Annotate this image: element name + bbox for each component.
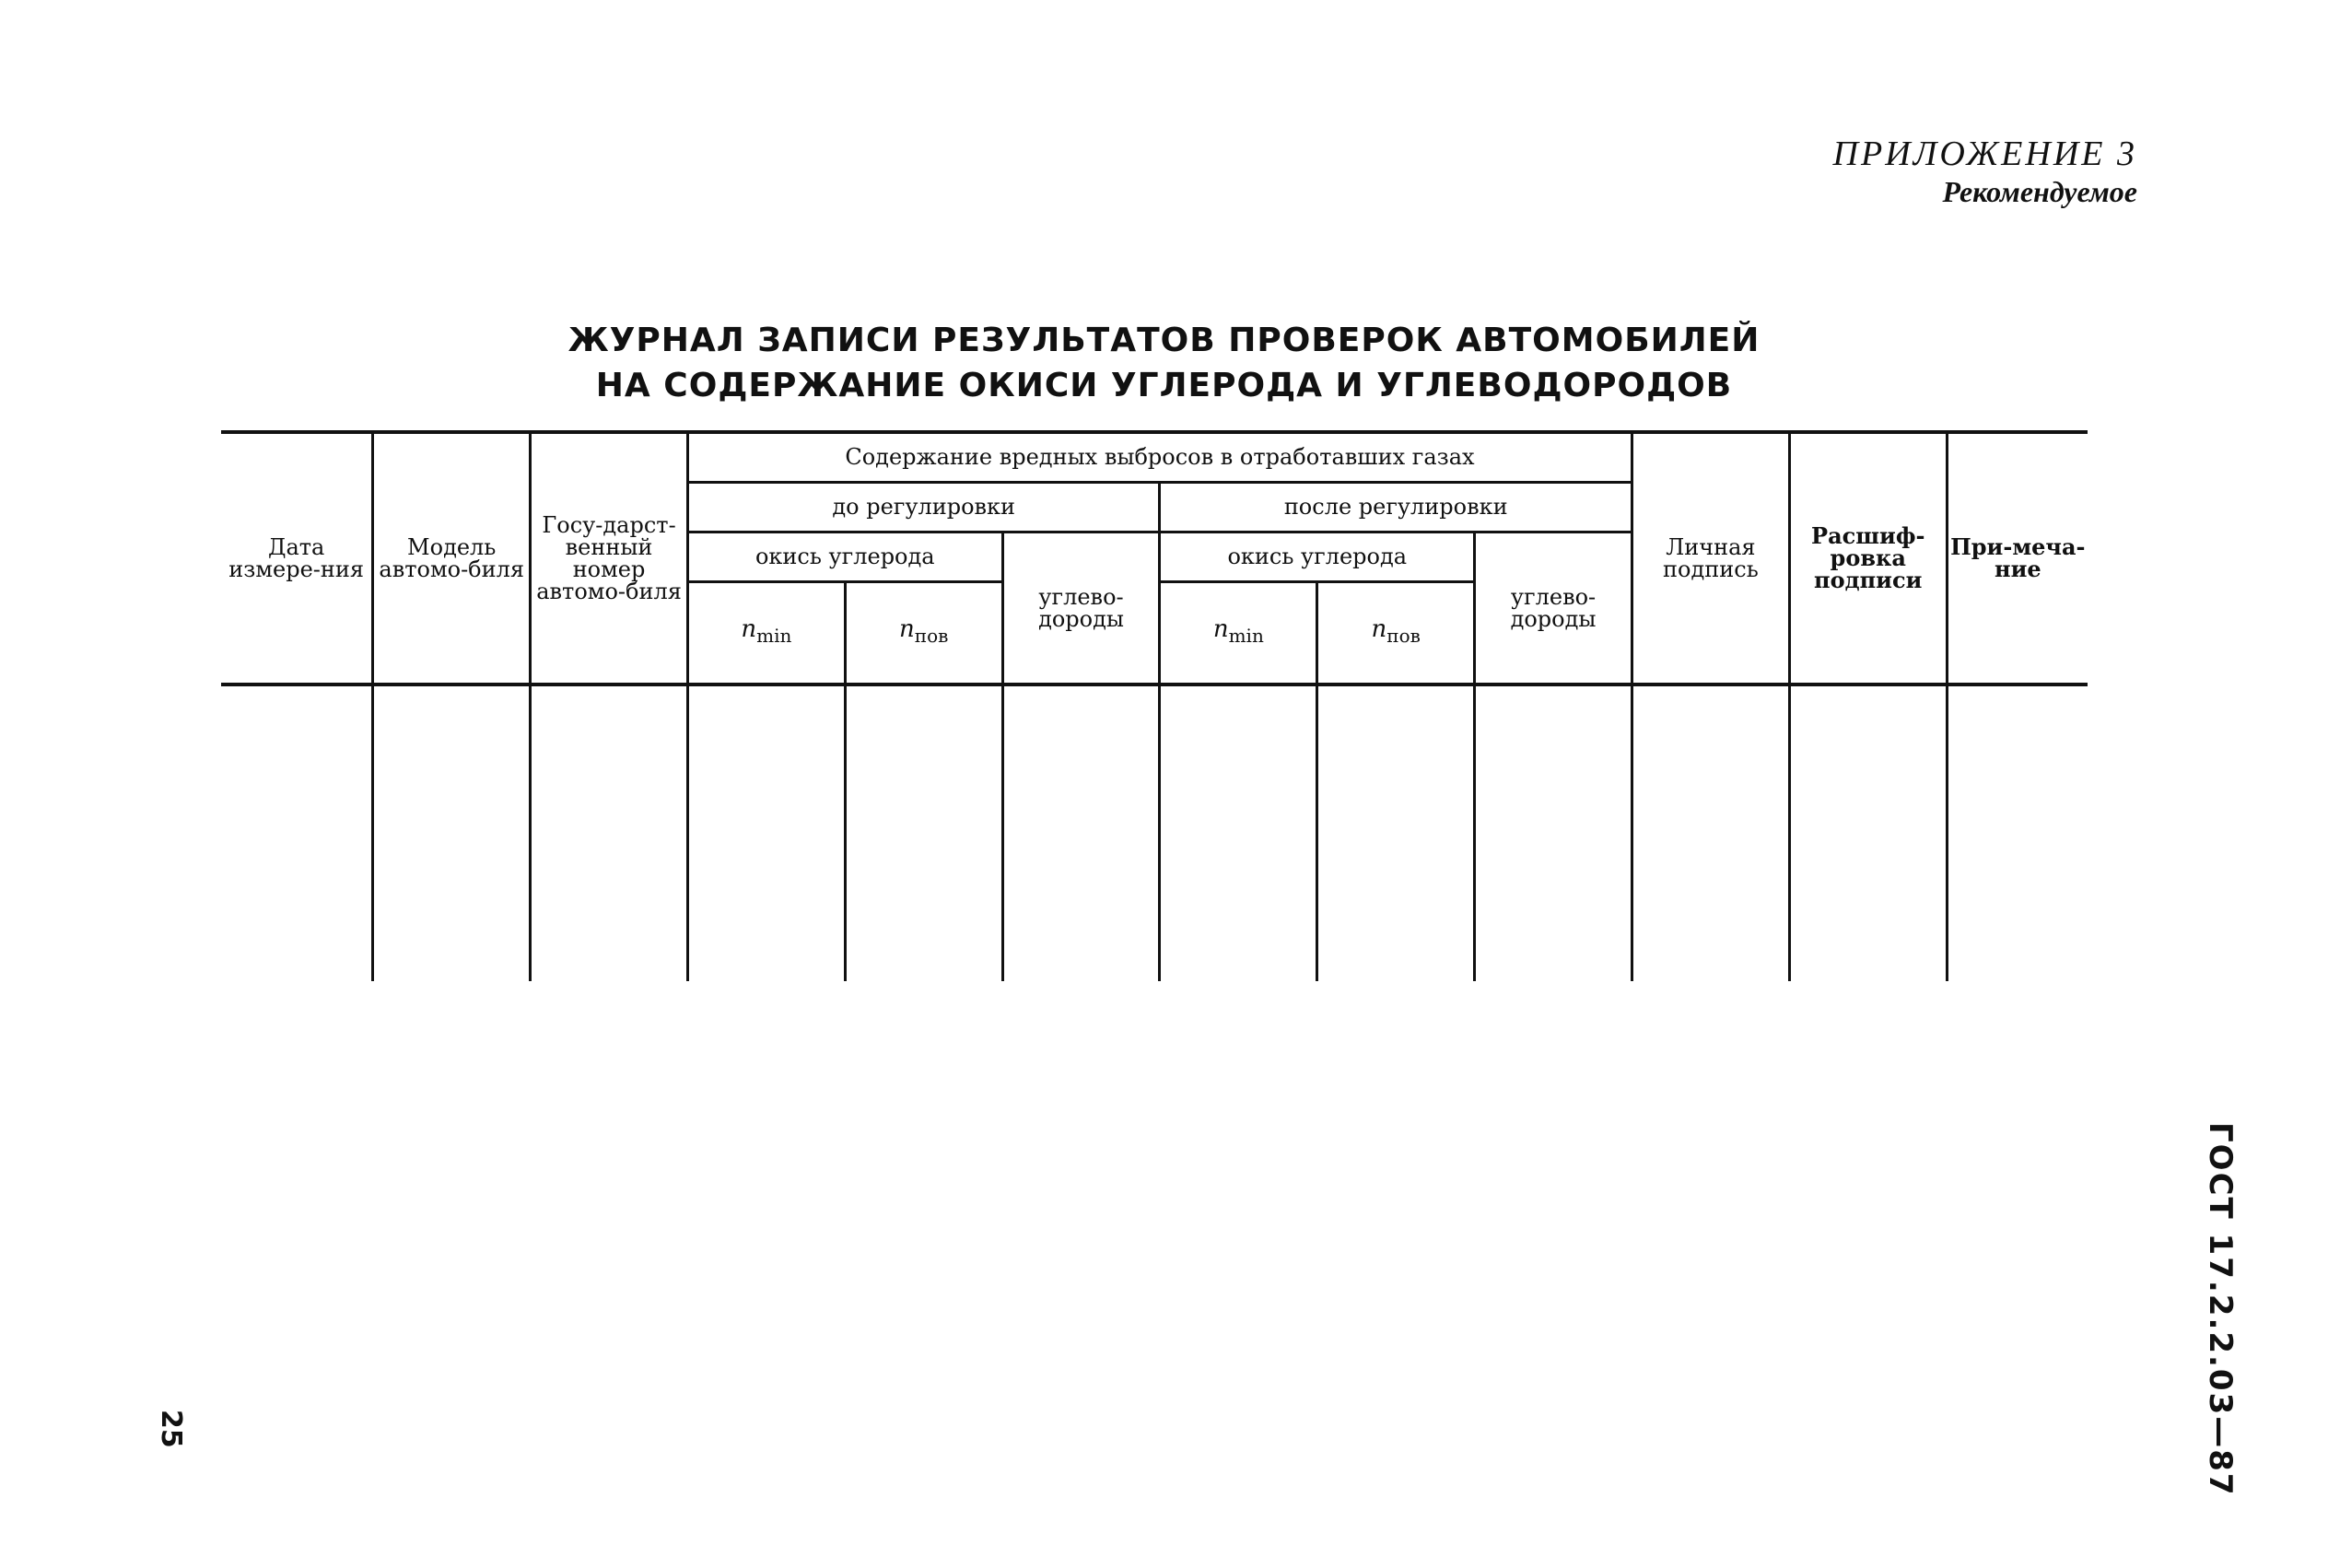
table-cell	[531, 685, 688, 981]
appendix-title: ПРИЛОЖЕНИЕ 3	[1832, 135, 2137, 173]
header-n-min-after: $n_{min}$	[1160, 581, 1317, 685]
table-cell	[1160, 685, 1317, 981]
header-hc-after: углево-дороды	[1475, 532, 1632, 685]
gost-designation: ГОСТ 17.2.2.03—87	[2202, 1122, 2239, 1497]
table-row	[221, 685, 2088, 981]
header-signature: Личная подпись	[1632, 432, 1789, 685]
table-cell	[221, 685, 373, 981]
header-emissions-group: Содержание вредных выбросов в отработавших газах	[687, 432, 1632, 482]
table-cell	[1632, 685, 1789, 981]
header-co-before: окись углерода	[687, 532, 1002, 581]
document-title	[0, 318, 2328, 408]
journal-table	[221, 430, 2088, 981]
table-cell	[845, 685, 1002, 981]
document-title-line-2: НА СОДЕРЖАНИЕ ОКИСИ УГЛЕРОДА И УГЛЕВОДОРОДОВ	[595, 367, 1733, 404]
table-cell	[1317, 685, 1475, 981]
table-cell	[373, 685, 531, 981]
document-title-line-1: ЖУРНАЛ ЗАПИСИ РЕЗУЛЬТАТОВ ПРОВЕРОК АВТОМОБИЛЕЙ	[567, 322, 1761, 359]
table-cell	[1475, 685, 1632, 981]
page-number: 25	[155, 1410, 187, 1448]
table-cell	[1789, 685, 1947, 981]
header-after-regulation: после регулировки	[1160, 482, 1632, 532]
header-n-min-before: $n_{min}$	[687, 581, 845, 685]
table-cell	[1947, 685, 2088, 981]
header-hc-before: углево-дороды	[1002, 532, 1160, 685]
header-note: При-меча-ние	[1947, 432, 2088, 685]
header-signature-decode: Расшиф-ровка подписи	[1789, 432, 1947, 685]
header-co-after: окись углерода	[1160, 532, 1475, 581]
header-n-pov-after: $n_{пов}$	[1317, 581, 1475, 685]
header-date: Дата измере-ния	[221, 432, 373, 685]
table-cell	[1002, 685, 1160, 981]
appendix-subtitle: Рекомендуемое	[1942, 174, 2137, 208]
header-plate: Госу-дарст-венный номер автомо-биля	[531, 432, 688, 685]
header-n-pov-before: $n_{пов}$	[845, 581, 1002, 685]
table-cell	[687, 685, 845, 981]
header-before-regulation: до регулировки	[687, 482, 1159, 532]
header-model: Модель автомо-биля	[373, 432, 531, 685]
appendix-header	[1833, 135, 2137, 208]
